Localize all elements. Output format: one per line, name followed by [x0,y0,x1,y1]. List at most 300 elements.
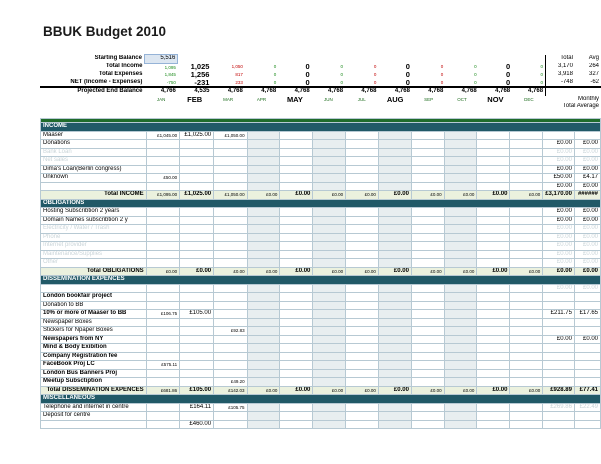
month-cell[interactable] [411,369,444,378]
month-cell[interactable] [510,259,543,268]
month-cell[interactable] [146,352,179,361]
row-total[interactable]: £0.00 [543,242,575,251]
month-cell[interactable] [346,369,379,378]
summary-cell[interactable]: 4,768 [261,88,277,94]
total-avg[interactable]: £0.00 [574,267,600,276]
month-cell[interactable] [247,301,280,310]
summary-cell[interactable]: 0 [474,64,477,70]
month-cell[interactable] [247,259,280,268]
month-cell[interactable] [411,335,444,344]
month-cell[interactable] [214,412,247,421]
row-label[interactable]: Stickers for Npaper Boxes [41,327,147,336]
month-cell[interactable] [477,165,510,174]
total-cell[interactable]: £142.03 [214,386,247,395]
month-cell[interactable] [214,301,247,310]
month-cell[interactable] [378,327,411,336]
summary-cell[interactable]: 0 [305,71,310,79]
summary-cell[interactable]: 0 [540,79,544,85]
month-cell[interactable] [280,412,313,421]
row-total[interactable] [543,352,575,361]
month-cell[interactable] [313,420,346,429]
month-cell[interactable] [247,131,280,140]
summary-cell[interactable]: -750 [166,79,176,85]
month-cell[interactable] [247,165,280,174]
summary-cell[interactable]: 233 [235,79,243,85]
starting-balance-value[interactable]: 5,516 [144,55,177,64]
month-cell[interactable] [510,327,543,336]
summary-avg[interactable]: Avg [588,55,599,61]
row-label[interactable]: Deposit for centre [41,412,147,421]
month-cell[interactable] [378,182,411,191]
month-cell[interactable] [313,208,346,217]
month-cell[interactable] [477,182,510,191]
total-cell[interactable]: £0.00 [378,191,411,200]
month-cell[interactable] [146,335,179,344]
month-cell[interactable] [214,259,247,268]
month-cell[interactable] [313,403,346,412]
month-cell[interactable] [146,284,179,293]
total-label[interactable]: Total DISSEMINATION EXPENCES [41,386,147,395]
month-cell[interactable] [510,369,543,378]
month-cell[interactable] [180,174,214,183]
month-cell[interactable] [411,259,444,268]
row-total[interactable]: £269.86 [543,403,575,412]
month-cell[interactable] [247,174,280,183]
month-cell[interactable] [411,157,444,166]
row-total[interactable] [543,412,575,421]
month-cell[interactable] [247,318,280,327]
month-cell[interactable] [146,301,179,310]
month-cell[interactable] [280,174,313,183]
month-cell[interactable] [477,157,510,166]
row-label[interactable]: Other [41,259,147,268]
summary-total[interactable]: Total [546,55,575,64]
month-cell[interactable] [411,216,444,225]
month-cell[interactable] [477,327,510,336]
month-cell[interactable] [280,131,313,140]
summary-cell[interactable]: 0 [340,72,344,77]
row-avg[interactable]: £0.00 [574,225,600,234]
month-cell[interactable] [247,369,280,378]
summary-cell[interactable]: 0 [440,79,444,85]
month-cell[interactable] [247,403,280,412]
total-cell[interactable]: £0.00 [247,386,280,395]
summary-total[interactable]: 3,918 [546,71,575,79]
month-cell[interactable] [378,157,411,166]
month-cell[interactable] [346,242,379,251]
month-cell[interactable] [378,301,411,310]
row-avg[interactable]: £0.00 [574,208,600,217]
summary-cell[interactable]: 4,535 [194,88,210,94]
row-label[interactable]: Company Registration fee [41,352,147,361]
month-cell[interactable] [146,182,179,191]
month-cell[interactable] [214,293,247,302]
month-cell[interactable] [146,157,179,166]
month-cell[interactable] [146,344,179,353]
month-cell[interactable] [247,140,280,149]
month-cell[interactable] [444,148,477,157]
month-cell[interactable] [313,259,346,268]
summary-cell[interactable]: 0 [540,64,544,70]
month-cell[interactable] [247,233,280,242]
total-sum[interactable]: £3,170.00 [543,191,575,200]
summary-cell[interactable]: 1,095 [164,64,176,70]
month-cell[interactable] [411,310,444,319]
summary-cell[interactable] [345,55,378,64]
summary-cell[interactable]: 817 [235,72,243,77]
month-cell[interactable] [214,233,247,242]
month-cell[interactable] [411,182,444,191]
month-cell[interactable] [146,242,179,251]
month-cell[interactable] [280,301,313,310]
month-cell[interactable] [146,318,179,327]
blank[interactable] [412,103,445,111]
total-cell[interactable]: £0.00 [346,267,379,276]
summary-cell[interactable] [412,55,445,64]
month-cell[interactable] [477,352,510,361]
month-cell[interactable] [346,361,379,370]
row-total[interactable]: £0.00 [543,284,575,293]
month-cell[interactable] [313,174,346,183]
month-cell[interactable] [477,225,510,234]
month-cell[interactable]: £575.11 [146,361,179,370]
month-cell[interactable] [477,301,510,310]
month-cell[interactable] [180,233,214,242]
month-cell[interactable]: £49.20 [214,378,247,387]
month-cell[interactable] [346,403,379,412]
month-cell[interactable] [313,131,346,140]
summary-label[interactable]: Total Income [105,63,143,70]
month-cell[interactable] [180,293,214,302]
summary-cell[interactable]: 0 [373,79,377,85]
summary-cell[interactable]: 0 [440,72,444,77]
month-cell[interactable] [477,403,510,412]
row-avg[interactable] [574,344,600,353]
blank[interactable] [345,103,378,111]
month-cell[interactable] [180,361,214,370]
row-label[interactable]: Net sales [41,157,147,166]
month-cell[interactable] [444,259,477,268]
row-label[interactable]: Newspaper Boxes [41,318,147,327]
month-cell[interactable] [444,216,477,225]
row-total[interactable] [543,361,575,370]
month-cell[interactable] [280,420,313,429]
row-label[interactable]: London Bus Banners Proj [41,369,147,378]
summary-avg[interactable] [575,87,601,96]
month-cell[interactable] [378,293,411,302]
month-cell[interactable] [510,216,543,225]
row-total[interactable]: £0.00 [543,140,575,149]
month-cell[interactable]: £105.00 [180,310,214,319]
row-total[interactable] [543,131,575,140]
month-cell[interactable] [280,157,313,166]
row-label[interactable] [41,420,147,429]
month-cell[interactable] [510,403,543,412]
summary-cell[interactable]: 1,845 [164,72,176,77]
summary-cell[interactable]: 4,768 [227,88,243,94]
month-cell[interactable] [378,403,411,412]
total-cell[interactable]: £0.00 [378,386,411,395]
blank[interactable] [445,103,478,111]
month-cell[interactable] [510,361,543,370]
row-total[interactable] [543,344,575,353]
row-avg[interactable] [574,412,600,421]
month-header-nov[interactable]: NOV [487,95,504,103]
month-cell[interactable] [477,208,510,217]
month-cell[interactable] [346,412,379,421]
month-cell[interactable] [444,225,477,234]
month-cell[interactable] [214,165,247,174]
month-cell[interactable] [510,131,543,140]
month-cell[interactable] [146,403,179,412]
total-avg[interactable]: ###### [574,191,600,200]
month-cell[interactable] [444,165,477,174]
month-cell[interactable] [510,208,543,217]
month-cell[interactable] [180,216,214,225]
month-cell[interactable] [214,284,247,293]
month-cell[interactable] [378,344,411,353]
month-cell[interactable] [313,157,346,166]
month-cell[interactable] [378,148,411,157]
total-cell[interactable]: £0.00 [247,267,280,276]
row-avg[interactable] [574,352,600,361]
month-cell[interactable] [444,344,477,353]
summary-avg[interactable]: 264 [588,63,599,70]
monthly-label[interactable]: Monthly [577,95,599,102]
row-label[interactable]: Electricity / Water / Trash [41,225,147,234]
row-total[interactable]: £0.00 [543,182,575,191]
month-cell[interactable] [411,327,444,336]
month-header-apr[interactable]: APR [256,96,267,102]
month-cell[interactable] [247,293,280,302]
month-cell[interactable] [411,293,444,302]
month-cell[interactable] [510,412,543,421]
total-sum[interactable]: £0.00 [543,267,575,276]
month-cell[interactable] [180,344,214,353]
month-cell[interactable] [346,344,379,353]
month-cell[interactable] [180,148,214,157]
month-cell[interactable] [444,361,477,370]
summary-cell[interactable]: 0 [340,64,344,70]
row-avg[interactable]: £0.00 [574,140,600,149]
month-header-oct[interactable]: OCT [457,96,467,102]
month-cell[interactable] [411,250,444,259]
row-label[interactable]: Telephone and internet in centre [41,403,147,412]
total-cell[interactable]: £105.00 [180,386,214,395]
row-total[interactable]: £0.00 [543,335,575,344]
month-cell[interactable] [247,208,280,217]
row-total[interactable]: £211.75 [543,310,575,319]
month-cell[interactable] [180,301,214,310]
month-cell[interactable] [444,412,477,421]
month-cell[interactable] [280,352,313,361]
month-cell[interactable] [180,157,214,166]
total-cell[interactable]: £0.00 [411,191,444,200]
month-cell[interactable] [146,140,179,149]
row-label[interactable]: FaceBook Proj LC [41,361,147,370]
summary-cell[interactable] [211,55,244,64]
row-label[interactable]: Unknown [41,174,147,183]
month-cell[interactable] [346,352,379,361]
month-cell[interactable]: £460.00 [180,420,214,429]
total-cell[interactable]: £0.00 [411,386,444,395]
row-total[interactable] [543,293,575,302]
summary-cell[interactable]: 0 [305,63,310,71]
month-cell[interactable] [477,140,510,149]
month-cell[interactable] [444,310,477,319]
summary-total[interactable]: -748 [546,79,575,88]
month-cell[interactable] [411,140,444,149]
month-cell[interactable] [411,412,444,421]
month-header-mar[interactable]: MAR [223,96,234,102]
month-cell[interactable] [444,208,477,217]
row-total[interactable]: £50.00 [543,174,575,183]
month-cell[interactable] [477,293,510,302]
month-cell[interactable] [477,378,510,387]
month-cell[interactable] [378,352,411,361]
summary-cell[interactable]: 0 [505,63,511,71]
summary-cell[interactable]: 0 [474,79,477,85]
blank[interactable] [40,96,144,104]
row-total[interactable]: £0.00 [543,259,575,268]
blank[interactable] [144,103,177,111]
month-cell[interactable] [510,157,543,166]
row-avg[interactable]: £4.17 [574,174,600,183]
row-label[interactable] [41,284,147,293]
row-avg[interactable]: £0.00 [574,284,600,293]
month-header-may[interactable]: MAY [286,95,303,103]
total-cell[interactable]: £0.00 [247,191,280,200]
total-cell[interactable]: £0.00 [411,267,444,276]
month-cell[interactable] [444,335,477,344]
month-cell[interactable] [411,148,444,157]
row-avg[interactable]: £0.00 [574,216,600,225]
month-cell[interactable] [346,216,379,225]
summary-label[interactable]: Total Expenses [98,71,143,77]
month-cell[interactable] [477,310,510,319]
month-cell[interactable] [444,140,477,149]
month-cell[interactable] [346,327,379,336]
month-header-jul[interactable]: JUL [357,96,366,102]
month-cell[interactable] [214,361,247,370]
row-avg[interactable] [574,318,600,327]
month-cell[interactable] [411,131,444,140]
month-cell[interactable] [444,250,477,259]
month-header-dec[interactable]: DEC [524,96,534,102]
blank[interactable] [546,96,575,104]
month-cell[interactable]: £164.11 [180,403,214,412]
month-cell[interactable] [180,369,214,378]
summary-avg[interactable]: 327 [588,71,599,77]
month-cell[interactable] [346,174,379,183]
month-cell[interactable] [247,225,280,234]
month-cell[interactable] [477,131,510,140]
row-label[interactable]: Meetup Subsctiption [41,378,147,387]
month-cell[interactable] [378,420,411,429]
month-cell[interactable] [214,225,247,234]
total-cell[interactable]: £0.00 [280,191,313,200]
month-cell[interactable] [510,182,543,191]
summary-cell[interactable]: 1,025 [190,63,210,71]
month-cell[interactable] [180,335,214,344]
month-cell[interactable] [180,140,214,149]
month-cell[interactable] [247,420,280,429]
month-cell[interactable] [346,250,379,259]
month-cell[interactable] [214,174,247,183]
summary-cell[interactable]: 0 [505,71,511,79]
summary-label[interactable]: Starting Balance [94,55,142,61]
total-cell[interactable]: £0.00 [180,267,214,276]
row-label[interactable]: Newspapers from NY [41,335,147,344]
month-cell[interactable] [146,208,179,217]
month-cell[interactable] [378,335,411,344]
row-total[interactable]: £0.00 [543,216,575,225]
month-cell[interactable] [313,335,346,344]
month-cell[interactable] [146,148,179,157]
summary-cell[interactable]: 0 [505,78,511,87]
summary-cell[interactable]: 0 [405,63,410,71]
row-avg[interactable]: £0.00 [574,250,600,259]
row-avg[interactable]: £0.00 [574,242,600,251]
month-cell[interactable]: £1,045.00 [146,131,179,140]
month-cell[interactable] [280,140,313,149]
month-cell[interactable] [146,378,179,387]
month-cell[interactable] [214,344,247,353]
month-cell[interactable] [146,412,179,421]
row-avg[interactable]: £0.00 [574,335,600,344]
month-cell[interactable] [444,293,477,302]
month-cell[interactable] [180,182,214,191]
month-cell[interactable] [477,420,510,429]
month-cell[interactable] [510,344,543,353]
summary-cell[interactable]: 0 [474,72,477,77]
month-header-feb[interactable]: FEB [187,95,203,103]
month-cell[interactable] [411,284,444,293]
total-cell[interactable]: £0.00 [346,386,379,395]
month-cell[interactable] [444,352,477,361]
total-cell[interactable]: £0.00 [477,386,510,395]
month-cell[interactable] [313,140,346,149]
month-cell[interactable] [180,208,214,217]
month-cell[interactable] [146,420,179,429]
month-cell[interactable] [411,233,444,242]
summary-cell[interactable]: 0 [273,79,277,85]
month-cell[interactable] [378,250,411,259]
month-cell[interactable] [477,242,510,251]
month-cell[interactable] [411,420,444,429]
summary-cell[interactable]: 0 [305,78,310,87]
month-header-jun[interactable]: JUN [323,96,333,102]
month-cell[interactable] [247,216,280,225]
row-avg[interactable]: £0.00 [574,259,600,268]
month-cell[interactable] [280,378,313,387]
month-cell[interactable] [346,293,379,302]
month-header-aug[interactable]: AUG [386,95,404,103]
month-cell[interactable] [510,233,543,242]
month-cell[interactable] [280,233,313,242]
row-avg[interactable] [574,378,600,387]
row-avg[interactable]: £0.00 [574,157,600,166]
month-cell[interactable]: £105.75 [214,403,247,412]
month-cell[interactable] [313,216,346,225]
month-cell[interactable] [280,148,313,157]
row-total[interactable]: £0.00 [543,165,575,174]
total-cell[interactable]: £0.00 [444,386,477,395]
month-cell[interactable] [378,412,411,421]
month-cell[interactable] [378,140,411,149]
month-cell[interactable] [214,157,247,166]
month-cell[interactable] [510,352,543,361]
